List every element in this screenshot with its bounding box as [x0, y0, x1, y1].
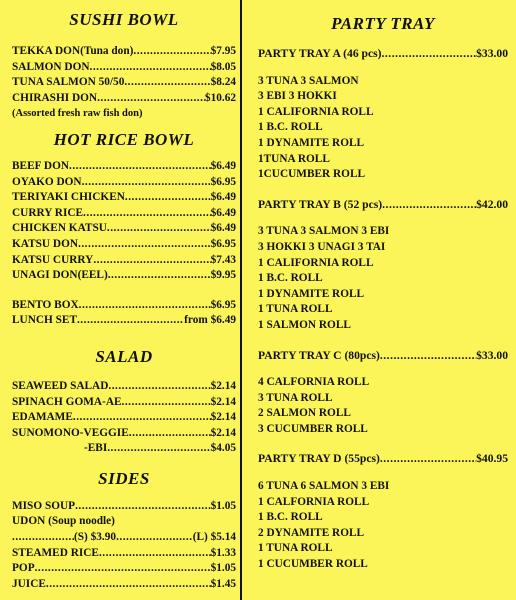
tray-content: 1CUCUMBER ROLL	[258, 168, 366, 181]
tray-content: 1 B.C. ROLL	[258, 511, 323, 524]
party-tray-c	[258, 348, 508, 438]
party-tray-d	[258, 451, 508, 572]
tray-content: 3 CUCUMBER ROLL	[258, 422, 368, 435]
menu-item: CURRY RICE ..... $6.49	[12, 206, 236, 222]
left-column	[12, 0, 236, 592]
tray-content: 1 CUCUMBER ROLL	[258, 558, 368, 571]
tray-content: 1 B.C. ROLL	[258, 121, 323, 134]
sides-heading: SIDES	[98, 468, 150, 488]
hot-rice-bowl-list	[12, 159, 236, 329]
menu-item: BENTO BOX ..... $6.95	[12, 298, 236, 314]
party-tray-a	[258, 46, 508, 183]
menu-item: KATSU DON ..... $6.95	[12, 237, 236, 253]
party-tray-heading: PARTY TRAY	[331, 14, 435, 33]
tray-content: 1 CALFORNIA ROLL	[258, 495, 370, 508]
menu-item: CHICKEN KATSU ..... $6.49	[12, 221, 236, 237]
tray-content: 3 TUNA ROLL	[258, 391, 333, 404]
tray-content: 3 TUNA 3 SALMON 3 EBI	[258, 225, 390, 238]
menu-item: ..... (S) $3.90 ..... (L) $5.14	[12, 530, 236, 546]
tray-title: PARTY TRAY B (52 pcs) ..... $42.00	[258, 197, 508, 213]
menu-item: JUICE ..... $1.45	[12, 577, 236, 593]
menu-item: -EBI ..... $4.05	[12, 441, 236, 457]
tray-content: 1 TUNA ROLL	[258, 542, 333, 555]
salad-list	[12, 379, 236, 457]
menu-item: SUNOMONO-VEGGIE ..... $2.14	[12, 426, 236, 442]
tray-content: 1TUNA ROLL	[258, 152, 330, 165]
sides-list	[12, 499, 236, 593]
tray-content: 1 SALMON ROLL	[258, 318, 351, 331]
menu-item: MISO SOUP ..... $1.05	[12, 499, 236, 515]
menu-item: EDAMAME ..... $2.14	[12, 410, 236, 426]
tray-content: 2 SALMON ROLL	[258, 407, 351, 420]
menu-item: SALMON DON ..... $8.05	[12, 60, 236, 76]
tray-content: 4 CALFORNIA ROLL	[258, 376, 370, 389]
hot-rice-bowl-heading: HOT RICE BOWL	[53, 129, 195, 149]
menu-item: BEEF DON ..... $6.49	[12, 159, 236, 175]
tray-content: 2 DYNAMITE ROLL	[258, 526, 365, 539]
tray-content: 3 TUNA 3 SALMON	[258, 74, 359, 87]
right-column	[258, 0, 508, 573]
spacer	[12, 284, 236, 298]
menu-item: LUNCH SET ..... from $6.49	[12, 313, 236, 329]
menu-item: KATSU CURRY ..... $7.43	[12, 253, 236, 269]
column-divider	[240, 0, 242, 600]
tray-content: 1 B.C. ROLL	[258, 272, 323, 285]
tray-content: 1 CALIFORNIA ROLL	[258, 256, 374, 269]
tray-content: 3 EBI 3 HOKKI	[258, 90, 337, 103]
menu-item: OYAKO DON ..... $6.95	[12, 175, 236, 191]
tray-content: 1 DYNAMITE ROLL	[258, 136, 365, 149]
menu-item: SEAWEED SALAD ..... $2.14	[12, 379, 236, 395]
tray-content: 1 TUNA ROLL	[258, 303, 333, 316]
tray-content: 1 DYNAMITE ROLL	[258, 287, 365, 300]
menu-item: CHIRASHI DON ..... $10.62	[12, 91, 236, 107]
tray-content: 6 TUNA 6 SALMON 3 EBI	[258, 480, 390, 493]
menu-item: STEAMED RICE ..... $1.33	[12, 546, 236, 562]
tray-content: 3 HOKKI 3 UNAGI 3 TAI	[258, 240, 386, 253]
menu-item: SPINACH GOMA-AE ..... $2.14	[12, 395, 236, 411]
menu-item: TUNA SALMON 50/50 ..... $8.24	[12, 75, 236, 91]
sushi-bowl-heading: SUSHI BOWL	[69, 10, 179, 29]
menu-item: UDON (Soup noodle)	[12, 515, 115, 528]
salad-heading: SALAD	[95, 346, 153, 366]
tray-title: PARTY TRAY D (55pcs) ..... $40.95	[258, 451, 508, 467]
menu-item: POP ..... $1.05	[12, 561, 236, 577]
sushi-bowl-list	[12, 44, 236, 122]
menu-item: TEKKA DON(Tuna don) ..... $7.95	[12, 44, 236, 60]
sushi-bowl-note: (Assorted fresh raw fish don)	[12, 108, 143, 120]
tray-title: PARTY TRAY C (80pcs) ..... $33.00	[258, 348, 508, 364]
tray-title: PARTY TRAY A (46 pcs) ..... $33.00	[258, 46, 508, 62]
menu-item: UNAGI DON(EEL) ..... $9.95	[12, 268, 236, 284]
tray-content: 1 CALIFORNIA ROLL	[258, 105, 374, 118]
menu-item: TERIYAKI CHICKEN ..... $6.49	[12, 190, 236, 206]
party-tray-b	[258, 197, 508, 334]
